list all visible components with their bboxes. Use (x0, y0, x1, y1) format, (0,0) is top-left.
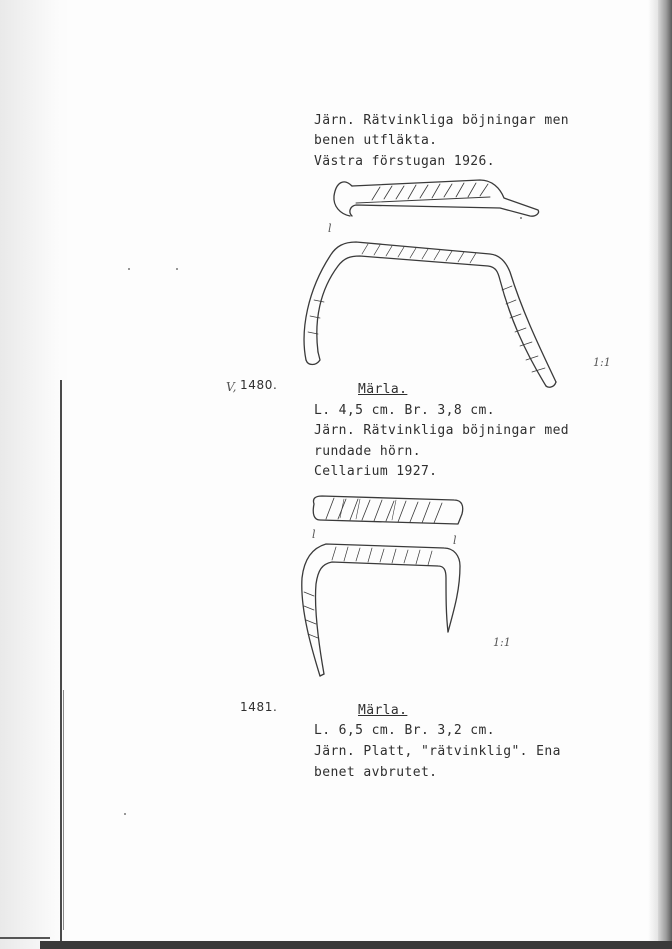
entry-1479-location: Västra förstugan 1926. (314, 154, 495, 169)
entry-1480-title: Märla. (358, 382, 408, 397)
entry-1481-description-line1: Järn. Platt, "rätvinklig". Ena (314, 744, 561, 759)
drawing-1479-mark: l (328, 222, 332, 235)
drawing-1480-mark-left: l (312, 528, 316, 541)
drawing-1480-mark-right: l (453, 534, 457, 547)
entry-1481-title: Märla. (358, 703, 408, 718)
entry-1480-description-line1: Järn. Rätvinkliga böjningar med (314, 423, 570, 438)
entry-1480-number: 1480. (240, 378, 278, 392)
entry-1481-number: 1481. (240, 700, 278, 714)
entry-1479-description-line2: benen utfläkta. (314, 133, 438, 148)
drawing-1480-scale: 1:1 (493, 636, 511, 649)
entry-1480-margin-mark: V, (226, 380, 237, 394)
entry-1480-dimensions: L. 4,5 cm. Br. 3,8 cm. (314, 403, 495, 418)
entry-1480-description-line2: rundade hörn. (314, 444, 421, 459)
entry-1481-description-line2: benet avbrutet. (314, 765, 438, 780)
drawing-1479-scale: 1:1 (593, 356, 611, 369)
entry-1481-dimensions: L. 6,5 cm. Br. 3,2 cm. (314, 723, 495, 738)
entry-1480-location: Cellarium 1927. (314, 464, 438, 479)
entry-1479-description-line1: Järn. Rätvinkliga böjningar men (314, 113, 570, 128)
